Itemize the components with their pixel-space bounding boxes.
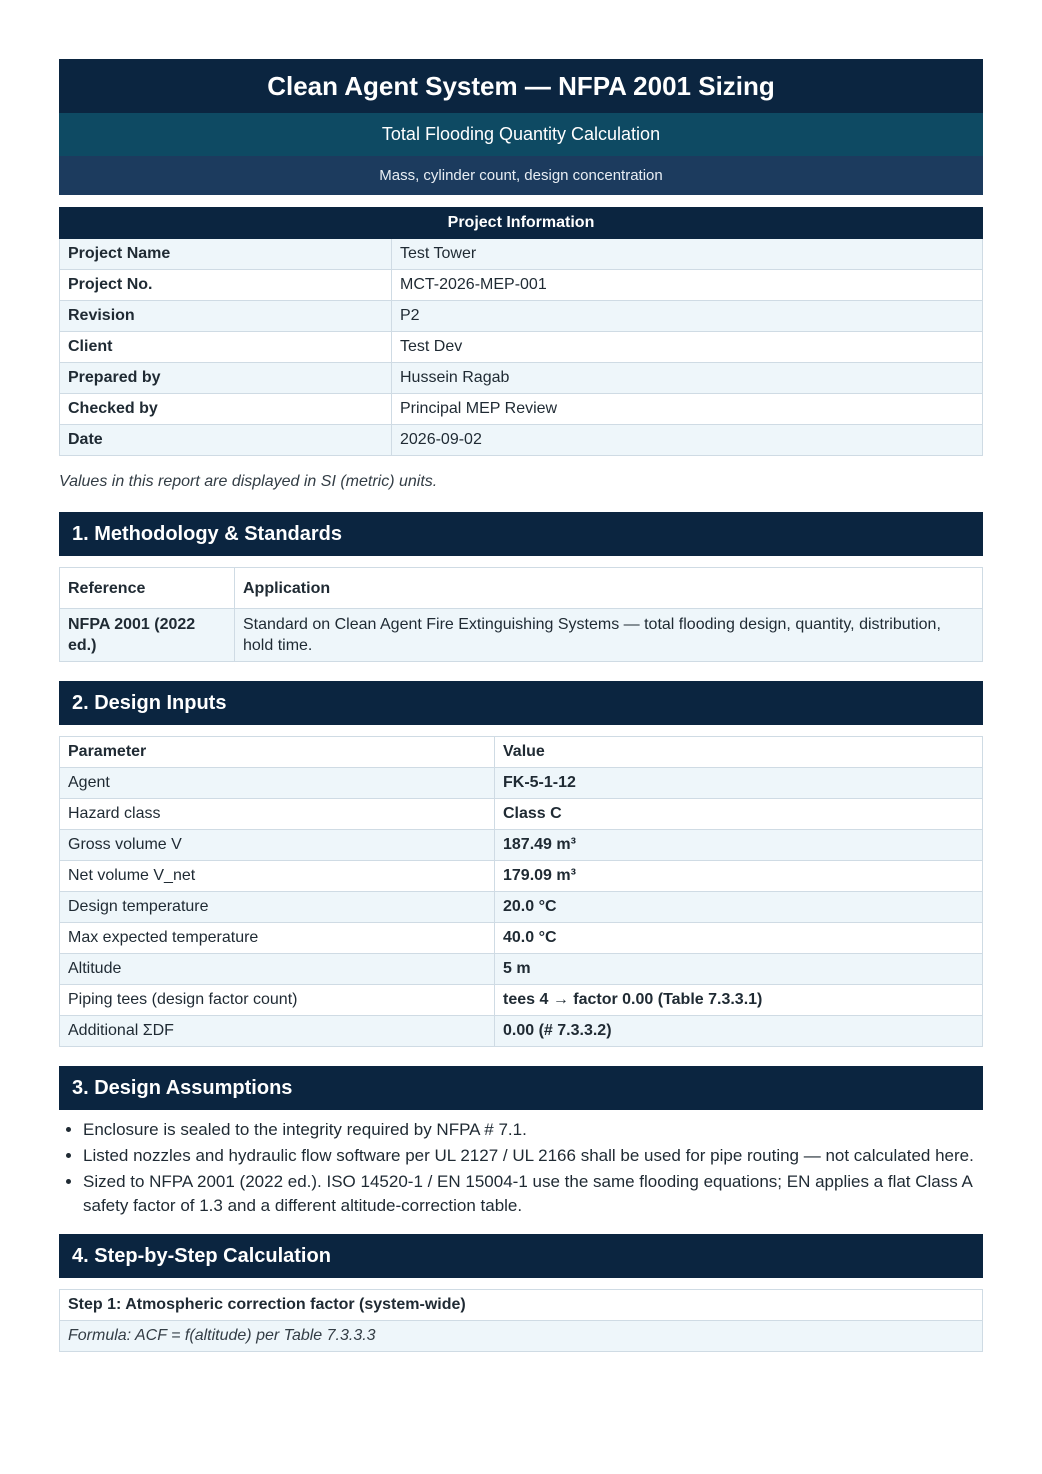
design-inputs-table bbox=[59, 736, 983, 1047]
column-header-parameter: Parameter bbox=[60, 737, 495, 768]
units-note: Values in this report are displayed in SI (metric) units. bbox=[59, 473, 438, 490]
table-row bbox=[60, 1321, 983, 1352]
project-no-value: MCT-2026-MEP-001 bbox=[392, 270, 983, 301]
input-value: 187.49 m³ bbox=[495, 830, 983, 861]
table-row bbox=[60, 363, 983, 394]
project-info-table bbox=[59, 207, 983, 456]
report-page bbox=[59, 0, 983, 1352]
standard-reference: NFPA 2001 (2022 ed.) bbox=[60, 609, 235, 662]
table-row bbox=[60, 332, 983, 363]
input-value: 20.0 °C bbox=[495, 892, 983, 923]
project-no-label: Project No. bbox=[60, 270, 392, 301]
input-parameter: Gross volume V bbox=[60, 830, 495, 861]
step-formula: Formula: ACF = f(altitude) per Table 7.3.3.3 bbox=[60, 1321, 983, 1352]
table-row bbox=[60, 861, 983, 892]
table-row bbox=[60, 954, 983, 985]
table-row bbox=[60, 394, 983, 425]
table-row bbox=[60, 609, 983, 662]
revision-value: P2 bbox=[392, 301, 983, 332]
table-row bbox=[60, 301, 983, 332]
section-heading-inputs: 2. Design Inputs bbox=[59, 681, 983, 725]
input-value: tees 4 → factor 0.00 (Table 7.3.3.1) bbox=[495, 985, 983, 1016]
input-value: 179.09 m³ bbox=[495, 861, 983, 892]
input-parameter: Net volume V_net bbox=[60, 861, 495, 892]
table-row bbox=[60, 425, 983, 456]
step-title: Step 1: Atmospheric correction factor (system-wide) bbox=[60, 1290, 983, 1321]
prepared-by-label: Prepared by bbox=[60, 363, 392, 394]
prepared-by-value: Hussein Ragab bbox=[392, 363, 983, 394]
table-row bbox=[60, 1290, 983, 1321]
section-heading-assumptions: 3. Design Assumptions bbox=[59, 1066, 983, 1110]
column-header-value: Value bbox=[495, 737, 983, 768]
list-item: • Sized to NFPA 2001 (2022 ed.). ISO 14520-1 / EN 15004-1 use the same flooding equations; EN applies a flat Class A safety factor of 1.3 and a different altitude-correction table. bbox=[83, 1170, 983, 1218]
input-parameter: Design temperature bbox=[60, 892, 495, 923]
standards-table bbox=[59, 567, 983, 662]
section-heading-methodology: 1. Methodology & Standards bbox=[59, 512, 983, 556]
input-value: Class C bbox=[495, 799, 983, 830]
input-value: 5 m bbox=[495, 954, 983, 985]
client-label: Client bbox=[60, 332, 392, 363]
section-heading-calculation: 4. Step-by-Step Calculation bbox=[59, 1234, 983, 1278]
project-name-value: Test Tower bbox=[392, 239, 983, 270]
revision-label: Revision bbox=[60, 301, 392, 332]
assumptions-list bbox=[59, 1118, 983, 1218]
table-row bbox=[60, 1016, 983, 1047]
input-parameter: Altitude bbox=[60, 954, 495, 985]
report-tagline: Mass, cylinder count, design concentration bbox=[59, 156, 983, 195]
input-value: 40.0 °C bbox=[495, 923, 983, 954]
report-title: Clean Agent System — NFPA 2001 Sizing bbox=[59, 59, 983, 113]
table-row bbox=[60, 892, 983, 923]
table-header-row bbox=[60, 737, 983, 768]
project-info-caption: Project Information bbox=[60, 208, 983, 239]
report-subtitle: Total Flooding Quantity Calculation bbox=[59, 113, 983, 156]
input-parameter: Piping tees (design factor count) bbox=[60, 985, 495, 1016]
table-row bbox=[60, 239, 983, 270]
table-row bbox=[60, 985, 983, 1016]
checked-by-value: Principal MEP Review bbox=[392, 394, 983, 425]
client-value: Test Dev bbox=[392, 332, 983, 363]
calculation-step-table bbox=[59, 1289, 983, 1352]
table-header-row bbox=[60, 568, 983, 609]
column-header-application: Application bbox=[235, 568, 983, 609]
standard-application: Standard on Clean Agent Fire Extinguishing Systems — total flooding design, quantity, distribution, hold time. bbox=[235, 609, 983, 662]
table-row bbox=[60, 768, 983, 799]
list-item: • Enclosure is sealed to the integrity required by NFPA # 7.1. bbox=[83, 1118, 983, 1142]
table-row bbox=[60, 830, 983, 861]
list-item: • Listed nozzles and hydraulic flow software per UL 2127 / UL 2166 shall be used for pipe routing — not calculated here. bbox=[83, 1144, 983, 1168]
date-value: 2026-09-02 bbox=[392, 425, 983, 456]
input-value: FK-5-1-12 bbox=[495, 768, 983, 799]
checked-by-label: Checked by bbox=[60, 394, 392, 425]
table-row bbox=[60, 270, 983, 301]
table-row bbox=[60, 923, 983, 954]
input-value: 0.00 (# 7.3.3.2) bbox=[495, 1016, 983, 1047]
column-header-reference: Reference bbox=[60, 568, 235, 609]
date-label: Date bbox=[60, 425, 392, 456]
input-parameter: Agent bbox=[60, 768, 495, 799]
input-parameter: Additional ΣDF bbox=[60, 1016, 495, 1047]
input-parameter: Max expected temperature bbox=[60, 923, 495, 954]
input-parameter: Hazard class bbox=[60, 799, 495, 830]
project-name-label: Project Name bbox=[60, 239, 392, 270]
table-row bbox=[60, 799, 983, 830]
